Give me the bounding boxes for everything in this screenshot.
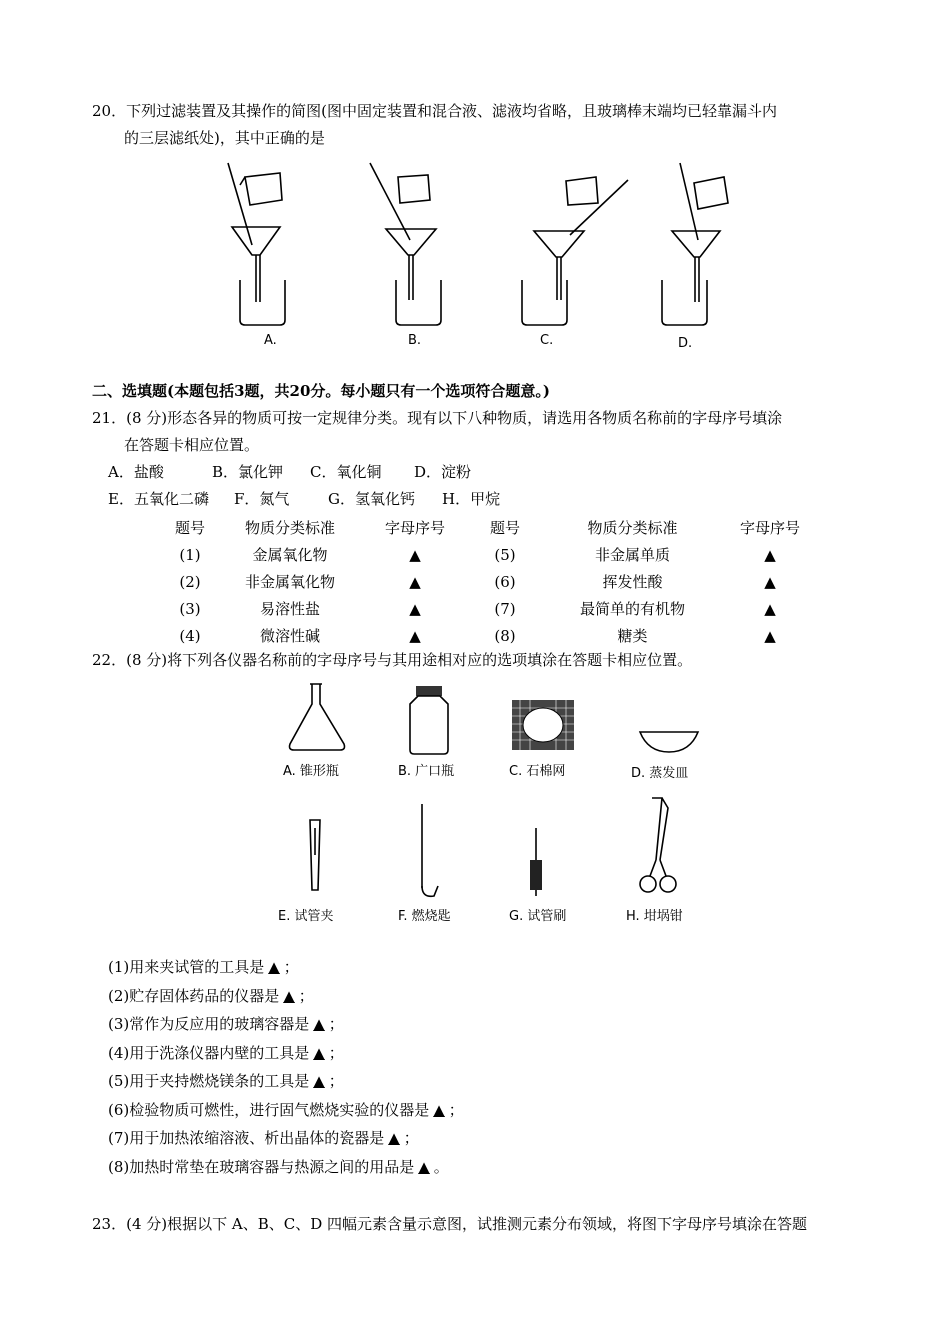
table-cell: 易溶性盐 (259, 600, 320, 618)
q20-text-line1: 20．下列过滤装置及其操作的简图(图中固定装置和混合液、滤液均省略，且玻璃棒末端均已轻靠漏斗内 (92, 102, 777, 120)
table-cell: 糖类 (617, 627, 648, 645)
section2-heading: 二、选填题(本题包括3题，共20分。每小题只有一个选项符合题意。) (92, 382, 551, 400)
answer-blank: ▲ (313, 1072, 325, 1090)
table-cell: 微溶性碱 (259, 627, 320, 645)
q22-item-2: (2)贮存固体药品的仪器是 ▲ ； (108, 987, 314, 1005)
q22-item-8: (8)加热时常垫在玻璃容器与热源之间的用品是 ▲ 。 (108, 1158, 449, 1176)
substance-f: F．氮气 (234, 490, 290, 508)
substance-d: D．淀粉 (414, 463, 472, 481)
header-cell: 物质分类标准 (244, 519, 335, 537)
table-cell: (4) (179, 626, 201, 645)
filtration-label-a: A. (264, 333, 277, 348)
filtration-label-c: C. (540, 333, 554, 348)
header-cell: 物质分类标准 (587, 519, 678, 537)
table-header-row (160, 514, 815, 541)
q22-item-1: (1)用来夹试管的工具是 ▲ ； (108, 958, 299, 976)
answer-blank: ▲ (388, 1129, 400, 1147)
answer-blank: ▲ (409, 599, 421, 618)
answer-blank: ▲ (764, 545, 776, 564)
answer-blank: ▲ (764, 572, 776, 591)
table-row (160, 622, 815, 649)
table-cell: 挥发性酸 (602, 573, 663, 591)
instrument-label-e: E. 试管夹 (278, 909, 334, 924)
q21-text-line2: 在答题卡相应位置。 (124, 436, 260, 454)
table-cell: 最简单的有机物 (579, 600, 685, 618)
table-cell: (6) (494, 572, 516, 591)
crucible-tongs-icon (640, 798, 676, 892)
q21-text-line1: 21．(8 分)形态各异的物质可按一定规律分类。现有以下八种物质，请选用各物质名称前的字母序号填涂 (92, 409, 783, 427)
wide-mouth-bottle-icon (410, 686, 448, 754)
table-cell: (2) (179, 572, 201, 591)
q22-text-line1: 22．(8 分)将下列各仪器名称前的字母序号与其用途相对应的选项填涂在答题卡相应位置。 (92, 651, 693, 669)
table-row (160, 568, 815, 595)
conical-flask-icon (290, 684, 345, 750)
table-cell: 非金属单质 (594, 546, 670, 564)
answer-blank: ▲ (283, 987, 295, 1005)
answer-blank: ▲ (313, 1044, 325, 1062)
header-cell: 题号 (174, 519, 205, 537)
table-cell: (3) (179, 599, 201, 618)
answer-blank: ▲ (418, 1158, 430, 1176)
answer-blank: ▲ (409, 626, 421, 645)
q22-item-6: (6)检验物质可燃性，进行固气燃烧实验的仪器是 ▲ ； (108, 1101, 464, 1119)
q22-item-3: (3)常作为反应用的玻璃容器是 ▲ ； (108, 1015, 344, 1033)
combustion-spoon-icon (422, 804, 438, 896)
filtration-option-c (522, 177, 628, 325)
filtration-label-d: D. (678, 336, 693, 351)
q22-item-5: (5)用于夹持燃烧镁条的工具是 ▲ ； (108, 1072, 344, 1090)
test-tube-holder-icon (310, 820, 320, 890)
header-cell: 字母序号 (739, 519, 800, 537)
instrument-label-d: D. 蒸发皿 (631, 766, 689, 781)
substance-c: C．氧化铜 (310, 463, 382, 481)
q22-item-7: (7)用于加热浓缩溶液、析出晶体的瓷器是 ▲ ； (108, 1129, 419, 1147)
instrument-label-h: H. 坩埚钳 (626, 909, 683, 924)
test-tube-brush-icon (530, 828, 542, 896)
q22-item-4: (4)用于洗涤仪器内壁的工具是 ▲ ； (108, 1044, 344, 1062)
table-cell: (8) (494, 626, 516, 645)
filtration-diagrams (200, 155, 740, 355)
substance-g: G．氢氧化钙 (328, 490, 415, 508)
classification-table (160, 514, 815, 649)
asbestos-gauze-icon (512, 700, 574, 750)
q20-text-line2: 的三层滤纸处)，其中正确的是 (124, 129, 325, 147)
answer-blank: ▲ (409, 545, 421, 564)
header-cell: 题号 (489, 519, 520, 537)
instrument-label-g: G. 试管刷 (509, 909, 567, 924)
instrument-label-f: F. 燃烧匙 (398, 909, 451, 924)
instrument-label-a: A. 锥形瓶 (283, 764, 339, 779)
filtration-option-a (228, 163, 285, 325)
substance-a: A．盐酸 (108, 463, 164, 481)
table-cell: (5) (494, 545, 516, 564)
answer-blank: ▲ (268, 958, 280, 976)
table-cell: 非金属氧化物 (244, 573, 335, 591)
answer-blank: ▲ (313, 1015, 325, 1033)
q23-text-line1: 23．(4 分)根据以下 A、B、C、D 四幅元素含量示意图，试推测元素分布领域，将图下字母序号填涂在答题 (92, 1215, 808, 1233)
filtration-option-d (662, 163, 728, 325)
evaporating-dish-icon (640, 732, 698, 752)
header-cell: 字母序号 (384, 519, 445, 537)
substance-h: H．甲烷 (442, 490, 501, 508)
instrument-label-b: B. 广口瓶 (398, 764, 455, 779)
instrument-label-c: C. 石棉网 (509, 764, 566, 779)
answer-blank: ▲ (764, 626, 776, 645)
table-row (160, 541, 815, 568)
instrument-drawings (270, 680, 720, 940)
table-cell: 金属氧化物 (252, 546, 328, 564)
answer-blank: ▲ (433, 1101, 445, 1119)
answer-blank: ▲ (409, 572, 421, 591)
table-cell: (7) (494, 599, 516, 618)
table-row (160, 595, 815, 622)
substance-b: B．氯化钾 (212, 463, 284, 481)
substance-e: E．五氧化二磷 (108, 490, 209, 508)
filtration-label-b: B. (408, 333, 422, 348)
answer-blank: ▲ (764, 599, 776, 618)
filtration-option-b (370, 163, 441, 325)
table-cell: (1) (179, 545, 201, 564)
